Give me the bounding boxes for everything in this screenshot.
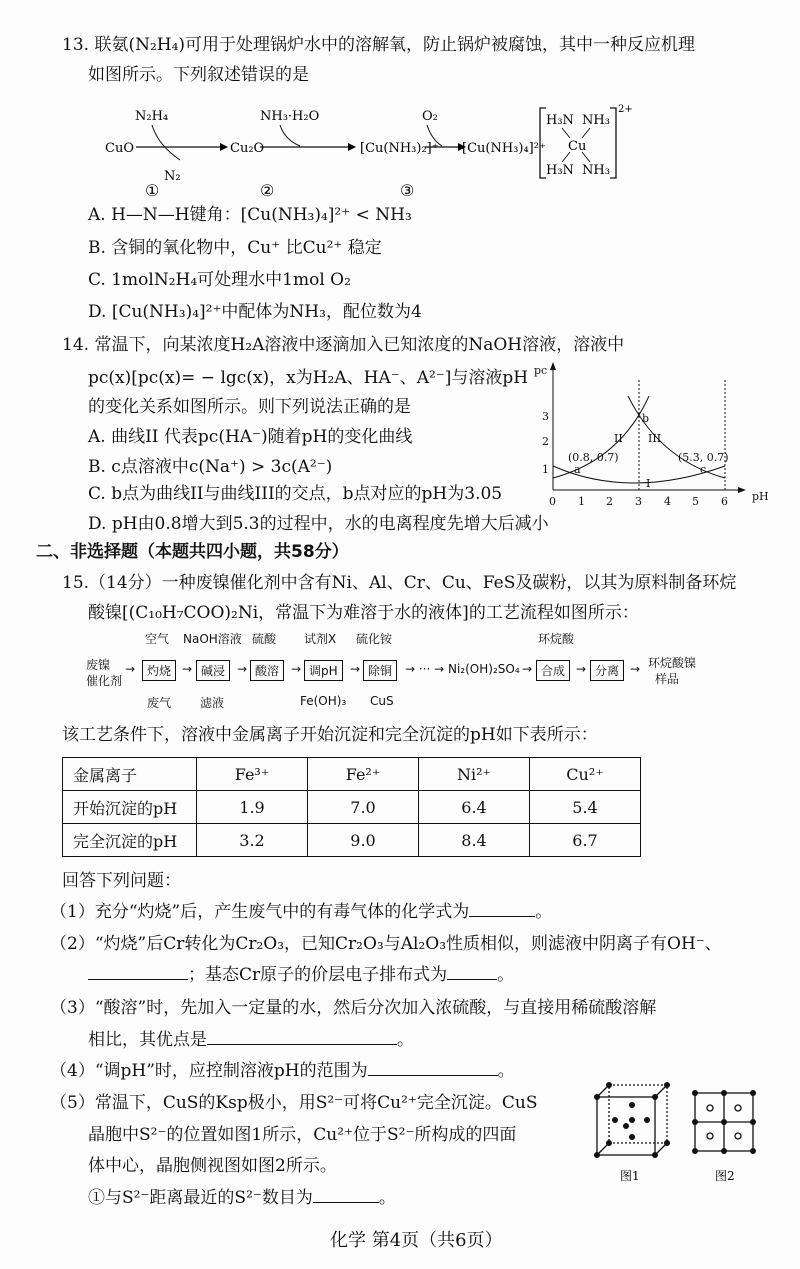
svg-text:H₃N: H₃N [546, 113, 574, 128]
x-axis-label: pH [752, 490, 769, 503]
step-box: 除铜 [363, 660, 397, 681]
step-label: ③ [400, 181, 415, 200]
svg-text:I: I [646, 477, 651, 490]
step-box: 灼烧 [142, 660, 176, 681]
point-label: (5.3, 0.7) [678, 451, 729, 464]
option-b: B. 含铜的氧化物中，Cu⁺ 比Cu²⁺ 稳定 [88, 238, 382, 258]
part-4: （4）“调pH”时，应控制溶液pH的范围为 。 [50, 1061, 515, 1081]
crystal-figures [585, 1075, 775, 1190]
reagent: N₂H₄ [135, 109, 169, 124]
svg-text:1: 1 [578, 495, 585, 508]
step-box: 酸溶 [250, 660, 284, 681]
part-5: 体中心，晶胞侧视图如图2所示。 [88, 1156, 337, 1176]
svg-text:4: 4 [664, 495, 671, 508]
q15-stem: 15.（14分）一种废镍催化剂中含有Ni、Al、Cr、Cu、FeS及碳粉，以其为原料制备环烷 [62, 573, 737, 593]
step-box: 碱浸 [196, 660, 230, 681]
svg-text:2: 2 [542, 435, 549, 448]
option-d: D. [Cu(NH₃)₄]²⁺中配体为NH₃，配位数为4 [88, 302, 422, 322]
step-box: 分离 [590, 660, 624, 681]
part-5: 晶胞中S²⁻的位置如图1所示，Cu²⁺位于S²⁻所构成的四面 [88, 1125, 517, 1145]
part-3: （3）“酸溶”时，先加入一定量的水，然后分次加入浓硫酸，与直接用稀硫酸溶解 [50, 998, 657, 1018]
figure-caption: 图2 [715, 1169, 735, 1183]
reagent: NH₃·H₂O [260, 109, 320, 124]
step-label: ① [145, 181, 160, 200]
part-2: （2）“灼烧”后Cr转化为Cr₂O₃，已知Cr₂O₃与Al₂O₃性质相似，则滤液中阴离子有OH⁻、 [50, 934, 722, 954]
figure-caption: 图1 [620, 1169, 640, 1183]
reaction-mechanism-diagram [100, 100, 660, 200]
step-label: ② [260, 181, 275, 200]
svg-text:0: 0 [549, 495, 556, 508]
species: Cu₂O [230, 141, 265, 156]
q15-stem: 酸镍[(C₁₀H₇COO)₂Ni，常温下为难溶于水的液体]的工艺流程如图所示： [88, 603, 639, 623]
section-heading: 二、非选择题（本题共四小题，共58分） [36, 542, 349, 562]
svg-text:3: 3 [542, 410, 549, 423]
q14-stem: pc(x)[pc(x)= − lgc(x)，x为H₂A、HA⁻、A²⁻]与溶液pH [88, 368, 529, 388]
svg-text:2: 2 [606, 495, 613, 508]
option-c: C. 1molN₂H₄可处理水中1mol O₂ [88, 270, 351, 290]
y-axis-label: pc [534, 364, 548, 377]
step-box: 调pH [304, 660, 343, 681]
product: N₂ [164, 169, 181, 184]
option-d: D. pH由0.8增大到5.3的过程中，水的电离程度先增大后减小 [88, 514, 549, 534]
q14-stem: 的变化关系如图所示。则下列说法正确的是 [88, 397, 411, 417]
q13-stem: 13. 联氨(N₂H₄)可用于处理锅炉水中的溶解氧，防止锅炉被腐蚀，其中一种反应机理 [62, 35, 696, 55]
part-2: ；基态Cr原子的价层电子排布式为 。 [88, 964, 514, 986]
pc-ph-graph [530, 360, 790, 510]
page-footer: 化学 第4页（共6页） [330, 1230, 503, 1251]
option-a: A. 曲线II 代表pc(HA⁻)随着pH的变化曲线 [88, 427, 413, 447]
species: [Cu(NH₃)₄]²⁺ [462, 141, 546, 156]
part-5: ①与S²⁻距离最近的S²⁻数目为 。 [88, 1188, 396, 1208]
step-box: 合成 [536, 660, 570, 681]
q13-stem: 如图所示。下列叙述错误的是 [88, 65, 309, 85]
reagent: O₂ [422, 109, 438, 124]
svg-text:6: 6 [721, 495, 728, 508]
species: CuO [105, 141, 134, 156]
part-5: （5）常温下，CuS的Ksp极小，用S²⁻可将Cu²⁺完全沉淀。CuS [50, 1093, 538, 1113]
part-3: 相比，其优点是 。 [88, 1030, 414, 1050]
exam-page: 13. 联氨(N₂H₄)可用于处理锅炉水中的溶解氧，防止锅炉被腐蚀，其中一种反应机理 如图所示。下列叙述错误的是 CuO N₂H₄ N₂ Cu₂O NH₃·H₂O [Cu(NH₃)₂]⁺ O₂ [Cu(NH₃)₄]²⁺ ① ② ③ H₃N NH₃ H₃N NH₃ Cu 2+ A. H—N—H键角：[Cu(NH₃)₄]²⁺ < NH₃ B. 含铜的氧化物中，Cu⁺ 比Cu²⁺ 稳定 C. 1molN₂H₄可处理水中1mol O₂ D. [Cu(NH₃)₄]²⁺中配体为NH₃，配位数为4 14. 常温下，向某浓度H₂A溶液中逐滴加入已知浓度的NaOH溶液，溶液中 pc(x)[pc(x)= − lgc(x)，x为H₂A、HA⁻、A²⁻]与溶液pH 的变化关系如图所示。则下列说法正确的是 A. 曲线II 代表pc(HA⁻)随着pH的变化曲线 B. c点溶液中c(Na⁺) > 3c(A²⁻) C. b点为曲线II与曲线III的交点，b点对应的pH为3.05 D. pH由0.8增大到5.3的过程中，水的电离程度先增大后减小 pc pH 0 1 2 3 4 5 6 1 2 3 (0.8, 0.7) (5.3, 0.7) a b c I II III 二、非选择题（本题共四小题，共58分） 15.（14分）一种废镍催化剂中含有Ni、Al、Cr、Cu、FeS及碳粉，以其为原料制备环烷 酸镍[(C₁₀H₇COO)₂Ni，常温下为难溶于水的液体]的工艺流程如图所示： 废镍 催化剂 → 灼烧 → 碱浸 → 酸溶 → 调pH → 除铜 → ··· → Ni₂(OH)₂SO₄ → 合成 → 分离 → 环烷酸镍 样品 空气 NaOH溶液 硫酸 试剂X 硫化铵 环烷酸 废气 滤液 Fe(OH)₃ CuS 该工艺条件下，溶液中金属离子开始沉淀和完全沉淀的pH如下表所示： 金属离子 Fe³⁺ Fe²⁺ Ni²⁺ Cu²⁺ 开始沉淀的pH 1.9 7.0 6.4 5.4 完全沉淀的pH 3.2 9.0 8.4 6.7 回答下列问题： （1）充分“灼烧”后，产生废气中的有毒气体的化学式为 。 （2）“灼烧”后Cr转化为Cr₂O₃，已知Cr₂O₃与Al₂O₃性质相似，则滤液中阴离子有OH⁻、 ；基态Cr原子的价层电子排布式为 。 （3）“酸溶”时，先加入一定量的水，然后分次加入浓硫酸，与直接用稀硫酸溶解 相比，其优点是 。 （4）“调pH”时，应控制溶液pH的范围为 。 （5）常温下，CuS的Ksp极小，用S²⁻可将Cu²⁺完全沉淀。CuS 晶胞中S²⁻的位置如图1所示，Cu²⁺位于S²⁻所构成的四面 体中心，晶胞侧视图如图2所示。 ①与S²⁻距离最近的S²⁻数目为 。 图1 图2 化学 第4页（共6页） [0, 0, 800, 1269]
option-c: C. b点为曲线II与曲线III的交点，b点对应的pH为3.05 [88, 484, 503, 504]
point-label: (0.8, 0.7) [568, 451, 619, 464]
svg-text:NH₃: NH₃ [582, 163, 610, 178]
svg-text:Cu: Cu [568, 139, 587, 154]
svg-text:3: 3 [635, 495, 642, 508]
option-b: B. c点溶液中c(Na⁺) > 3c(A²⁻) [88, 457, 333, 477]
svg-text:II: II [614, 432, 623, 445]
svg-text:5: 5 [692, 495, 699, 508]
part-1: （1）充分“灼烧”后，产生废气中的有毒气体的化学式为 。 [50, 902, 553, 922]
q14-stem: 14. 常温下，向某浓度H₂A溶液中逐滴加入已知浓度的NaOH溶液，溶液中 [62, 335, 625, 355]
svg-text:c: c [700, 463, 707, 476]
precipitation-ph-table: 金属离子 Fe³⁺ Fe²⁺ Ni²⁺ Cu²⁺ 开始沉淀的pH 1.9 7.0 6.4 5.4 完全沉淀的pH 3.2 9.0 8.4 6.7 [62, 757, 641, 857]
svg-text:2+: 2+ [618, 104, 633, 115]
svg-text:a: a [574, 463, 581, 476]
svg-text:III: III [648, 432, 662, 445]
option-a: A. H—N—H键角：[Cu(NH₃)₄]²⁺ < NH₃ [88, 205, 412, 225]
svg-text:NH₃: NH₃ [582, 113, 610, 128]
answer-intro: 回答下列问题： [62, 871, 181, 891]
svg-text:H₃N: H₃N [546, 163, 574, 178]
species: [Cu(NH₃)₂]⁺ [360, 141, 439, 156]
svg-text:1: 1 [542, 463, 549, 476]
svg-text:b: b [642, 412, 650, 425]
table-intro: 该工艺条件下，溶液中金属离子开始沉淀和完全沉淀的pH如下表所示： [62, 725, 598, 745]
